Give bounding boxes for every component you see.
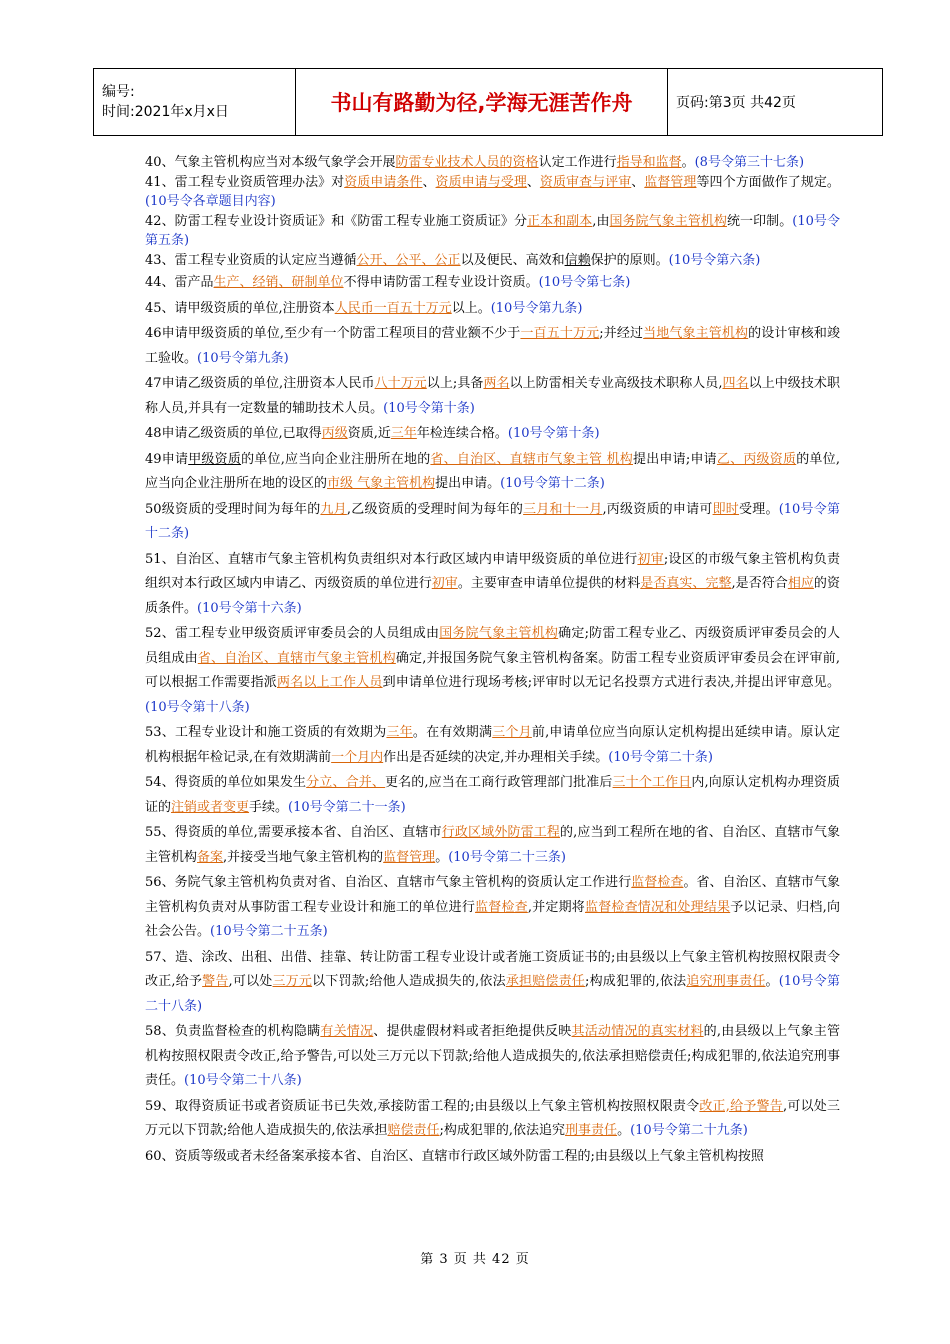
answer-highlight: 分立、合并、 (306, 775, 385, 790)
answer-highlight: 初审 (637, 551, 664, 567)
regulation-reference: (10号令第九条) (197, 350, 289, 366)
answer-highlight: 两名以上工作人员 (276, 675, 383, 690)
regulation-reference: (10号令第十条) (507, 426, 600, 441)
body-text: ,可以处三万元以下罚款;给他人造成损失的,依法承担 (145, 1098, 840, 1138)
answer-highlight: 三十个工作日 (612, 775, 692, 790)
body-text: ;设区的市级气象主管机构负责组织对本行政区域内申请乙、丙级资质的单位进行 (145, 551, 840, 591)
body-text: 的资质条件。 (145, 576, 840, 616)
document-number-label: 编号: (102, 84, 135, 100)
body-text: 以上。 (451, 300, 491, 316)
body-text: 48申请乙级资质的单位,已取得 (145, 426, 322, 441)
answer-highlight: 三年 (386, 725, 413, 740)
answer-highlight: 市级 气象主管机构 (327, 476, 436, 491)
answer-highlight: 四名 (722, 376, 749, 391)
body-text: ,丙级资质的申请可 (602, 501, 713, 517)
regulation-reference: (10号令第九条) (490, 300, 583, 316)
body-text: 保护的原则。 (590, 253, 669, 268)
body-text: ;构成犯罪的,依法追究 (439, 1123, 566, 1138)
regulation-reference: (10号令第十八条) (145, 699, 250, 715)
body-text: 予以记录、归档,向社会公告。 (145, 899, 840, 939)
answer-highlight: 监督检查 (631, 875, 684, 890)
answer-highlight: 省、自治区、直辖市气象主管机构 (197, 650, 396, 666)
header-motto: 书山有路勤为径,学海无涯苦作舟 (296, 69, 668, 136)
body-text: 更名的,应当在工商行政管理部门批准后 (384, 775, 613, 790)
body-text: 手续。 (249, 799, 289, 815)
answer-highlight: 初审 (431, 576, 458, 591)
regulation-reference: (10号令第二十三条) (448, 849, 566, 865)
body-text: ;构成犯罪的,依法 (585, 974, 687, 989)
body-text: ,乙级资质的受理时间为每年的 (346, 501, 524, 517)
body-text: 的,由县级以上气象主管机构按照权限责令改正,给予警告,可以处三万元以下罚款;给他人造成损失的,依法承担赔偿责任;构成犯罪的,依法追究刑事责任。 (145, 1024, 840, 1088)
body-text: 57、造、涂改、出租、出借、挂靠、转让防雷工程专业设计或者施工资质证书的;由县级以上气象主管机构按照权限责令改正,给予 (145, 949, 840, 989)
body-text: 确定,并报国务院气象主管机构备案。防雷工程专业资质评审委员会在评审前,可以根据工作需要指派 (145, 650, 840, 690)
body-text: 以下罚款;给他人造成损失的,依法 (312, 974, 506, 989)
body-text: 45、请甲级资质的单位,注册资本 (145, 300, 335, 316)
question-item (145, 251, 840, 270)
answer-highlight: 注销或者变更 (171, 799, 250, 815)
body-text: 作出是否延续的决定,并办理相关手续。 (383, 749, 609, 765)
answer-highlight: 监督管理 (383, 849, 436, 865)
body-text: 前,申请单位应当向原认定机构提出延续申请。原认定机构根据年检记录,在有效期满前 (145, 725, 840, 765)
body-text: 50级资质的受理时间为每年的 (145, 501, 321, 517)
question-item (145, 871, 840, 945)
question-item (145, 1020, 840, 1094)
body-text: 40、气象主管机构应当对本级气象学会开展 (145, 155, 396, 170)
page-footer: 第 3 页 共 42 页 (420, 1252, 530, 1267)
regulation-reference: (10号令第二十八条) (145, 974, 840, 1014)
regulation-reference: (10号令第五条) (145, 214, 840, 248)
regulation-reference: (10号令第十六条) (197, 600, 302, 616)
body-text: 的设计审核和竣工验收。 (145, 326, 840, 366)
question-item (145, 771, 840, 820)
body-text: 60、资质等级或者未经备案承接本省、自治区、直辖市行政区域外防雷工程的;由县级以上气象主管机构按照 (145, 1148, 764, 1164)
answer-highlight: 指导和监督 (616, 155, 682, 170)
body-text: 统一印制。 (726, 214, 793, 229)
body-text: 的单位,应当向企业注册所在地的设区的 (145, 451, 840, 491)
answer-highlight: 刑事责任 (565, 1123, 618, 1138)
answer-highlight: 国务院气象主管机构 (439, 626, 559, 641)
body-text: 年检连续合格。 (416, 426, 508, 441)
answer-highlight: 行政区域外防雷工程 (441, 825, 560, 840)
question-item (145, 622, 840, 720)
answer-highlight: 当地气象主管机构 (643, 326, 749, 341)
body-text: 。 (765, 974, 779, 989)
body-text: 以上防雷相关专业高级技术职称人员, (509, 376, 723, 391)
question-item (145, 372, 840, 421)
question-item (145, 946, 840, 1020)
question-item (145, 1145, 840, 1170)
question-item (145, 498, 840, 547)
body-text: 受理。 (739, 501, 779, 517)
answer-highlight: 备案 (197, 849, 224, 865)
answer-highlight: 警告 (202, 974, 229, 989)
regulation-reference: (10号令各章题目内容) (145, 194, 276, 209)
answer-highlight: 相应 (787, 576, 814, 591)
answer-highlight: 防雷专业技术人员的资格 (395, 155, 539, 170)
answer-highlight: 丙级 (321, 426, 348, 441)
body-text: 。主要审查申请单位提供的材料 (457, 576, 641, 591)
underlined-text: 信赖 (564, 253, 591, 268)
body-text: 52、雷工程专业甲级资质评审委员会的人员组成由 (145, 626, 440, 641)
question-item (145, 322, 840, 371)
answer-highlight: 三月和十一月 (523, 501, 603, 517)
answer-highlight: 承担赔偿责任 (505, 974, 586, 989)
body-text: 以及便民、高效和 (460, 253, 565, 268)
body-text: 46申请甲级资质的单位,至少有一个防雷工程项目的营业额不少于 (145, 326, 521, 341)
body-text: 42、防雷工程专业设计资质证》和《防雷工程专业施工资质证》分 (145, 214, 528, 229)
regulation-reference: (10号令第六条) (668, 253, 761, 268)
answer-highlight: 追究刑事责任 (686, 974, 766, 989)
body-text: 提出申请。 (435, 476, 501, 491)
body-text: 、 (526, 175, 540, 190)
body-text: 的单位,应当向企业注册所在地的 (241, 451, 431, 467)
body-text: 等四个方面做作了规定。 (696, 175, 840, 190)
document-time-label: 时间:2021年x月x日 (102, 104, 229, 120)
question-item (145, 212, 840, 250)
regulation-reference: (10号令第二十条) (608, 749, 713, 765)
body-text: 、 (422, 175, 436, 190)
body-text: 认定工作进行 (538, 155, 617, 170)
body-text: 、提供虚假材料或者拒绝提供反映 (373, 1024, 572, 1039)
regulation-reference: (8号令第三十七条) (694, 155, 805, 170)
body-text: ,是否符合 (731, 576, 788, 591)
answer-highlight: 一个月内 (331, 749, 384, 765)
body-text: 以上中级技术职称人员,并具有一定数量的辅助技术人员。 (145, 376, 840, 416)
answer-highlight: 改正,给予警告 (699, 1098, 783, 1114)
question-item (145, 548, 840, 622)
answer-highlight: 九月 (320, 501, 347, 517)
answer-highlight: 是否真实、完整 (640, 576, 732, 591)
question-item (145, 422, 840, 447)
document-body (145, 153, 840, 1170)
answer-highlight: 其活动情况的真实材料 (571, 1024, 704, 1039)
body-text: 。 (435, 849, 449, 865)
body-text: ,并定期将 (527, 899, 585, 915)
answer-highlight: 资质申请与受理 (435, 175, 527, 190)
body-text: 内,向原认定机构办理资质证的 (145, 775, 840, 815)
answer-highlight: 国务院气象主管机构 (609, 214, 727, 229)
answer-highlight: 人民币一百五十万元 (334, 300, 452, 316)
header-meta-cell (94, 69, 296, 136)
question-item (145, 297, 840, 322)
body-text: 。在有效期满 (412, 725, 493, 740)
answer-highlight: 八十万元 (374, 376, 427, 391)
question-item (145, 271, 840, 296)
body-text: 59、取得资质证书或者资质证书已失效,承接防雷工程的;由县级以上气象主管机构按照权限责令 (145, 1098, 700, 1114)
answer-highlight: 资质申请条件 (344, 175, 423, 190)
regulation-reference: (10号令第二十九条) (630, 1123, 748, 1138)
answer-highlight: 公开、公平、公正 (356, 253, 461, 268)
body-text: ;并经过 (599, 326, 644, 341)
body-text: 、 (631, 175, 645, 190)
body-text: 的,应当到工程所在地的省、自治区、直辖市气象主管机构 (145, 825, 840, 865)
question-item (145, 821, 840, 870)
body-text: 47申请乙级资质的单位,注册资本人民币 (145, 376, 375, 391)
body-text: 。 (617, 1123, 631, 1138)
body-text: ,由 (592, 214, 610, 229)
body-text: 56、务院气象主管机构负责对省、自治区、直辖市气象主管机构的资质认定工作进行 (145, 875, 632, 890)
answer-highlight: 生产、经销、研制单位 (213, 275, 344, 290)
answer-highlight: 监督管理 (644, 175, 697, 190)
regulation-reference: (10号令第二十五条) (210, 924, 328, 939)
body-text: 。 (681, 155, 695, 170)
body-text: 49申请 (145, 451, 189, 467)
question-item (145, 153, 840, 172)
body-text: 资质,近 (347, 426, 391, 441)
body-text: 58、负责监督检查的机构隐瞒 (145, 1024, 321, 1039)
regulation-reference: (10号令第二十八条) (184, 1073, 302, 1088)
regulation-reference: (10号令第十二条) (500, 476, 605, 491)
answer-highlight: 两名 (483, 376, 510, 391)
regulation-reference: (10号令第七条) (538, 275, 631, 290)
question-item (145, 173, 840, 211)
body-text: 54、得资质的单位如果发生 (145, 775, 307, 790)
body-text: 55、得资质的单位,需要承接本省、自治区、直辖市 (145, 825, 442, 840)
answer-highlight: 有关情况 (320, 1024, 374, 1039)
answer-highlight: 赔偿责任 (387, 1123, 440, 1138)
regulation-reference: (10号令第十二条) (145, 501, 840, 541)
body-text: 以上;具备 (426, 376, 484, 391)
body-text: 53、工程专业设计和施工资质的有效期为 (145, 725, 387, 740)
question-item (145, 1095, 840, 1144)
regulation-reference: (10号令第十条) (383, 400, 475, 416)
answer-highlight: 即时 (712, 501, 740, 517)
answer-highlight: 监督检查 (475, 899, 528, 915)
header-page-info: 页码:第3页 共42页 (668, 69, 883, 136)
header-table (93, 68, 883, 136)
underlined-text: 甲级资质 (188, 451, 242, 467)
answer-highlight: 正本和副本 (527, 214, 593, 229)
answer-highlight: 资质审查与评审 (539, 175, 632, 190)
body-text: 44、雷产品 (145, 275, 214, 290)
question-item (145, 721, 840, 770)
body-text: 41、雷工程专业资质管理办法》对 (145, 175, 345, 190)
answer-highlight: 省、自治区、直辖市气象主管 机构 (430, 451, 633, 467)
answer-highlight: 一百五十万元 (520, 326, 600, 341)
body-text: ,可以处 (228, 974, 273, 989)
answer-highlight: 乙、丙级资质 (716, 451, 797, 467)
question-item (145, 448, 840, 497)
regulation-reference: (10号令第二十一条) (288, 799, 406, 815)
body-text: 提出申请;申请 (633, 451, 717, 467)
body-text: 不得申请防雷工程专业设计资质。 (343, 275, 539, 290)
body-text: ,并接受当地气象主管机构的 (223, 849, 384, 865)
body-text: 确定;防雷工程专业乙、丙级资质评审委员会的人员组成由 (145, 626, 840, 666)
body-text: 。省、自治区、直辖市气象主管机构负责对从事防雷工程专业设计和施工的单位进行 (145, 875, 840, 915)
body-text: 51、自治区、直辖市气象主管机构负责组织对本行政区域内申请甲级资质的单位进行 (145, 551, 638, 567)
answer-highlight: 监督检查情况和处理结果 (585, 899, 731, 915)
answer-highlight: 三个月 (492, 725, 532, 740)
answer-highlight: 三年 (390, 426, 417, 441)
body-text: 43、雷工程专业资质的认定应当遵循 (145, 253, 357, 268)
answer-highlight: 三万元 (272, 974, 313, 989)
body-text: 到申请单位进行现场考核;评审时以无记名投票方式进行表决,并提出评审意见。 (382, 675, 840, 690)
